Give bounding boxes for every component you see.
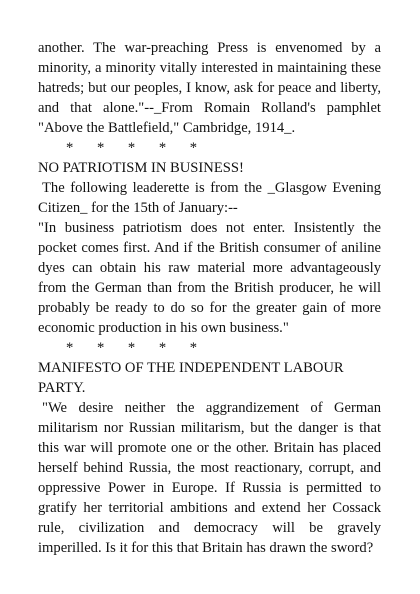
paragraph-rolland-quote: another. The war-preaching Press is envenomed by a minority, a minority vitally interested in maintaining these hatreds; but our peoples, I know, ask for peace and liberty, and that alone."--_From Romain Rolland's pamphlet "Above the Battlefield," Cambridge, 1914_. [38,40,381,136]
paragraph-manifesto-quote: "We desire neither the aggrandizement of German militarism nor Russian militarism, but the danger is that this war will promote one or the other. Britain has placed herself behind Russia, the most reactionary, corrupt, and oppressive Power in Europe. If Russia is permitted to gratify her territorial ambitions and extend her Cossack rule, civilization and democracy will be gravely imperilled. Is it for this that Britain has drawn the sword? [38,400,381,556]
heading-ilp-manifesto: MANIFESTO OF THE INDEPENDENT LABOUR PARTY. [38,360,344,396]
section-separator: * * * * * [66,340,198,356]
heading-no-patriotism: NO PATRIOTISM IN BUSINESS! [38,160,244,176]
paragraph-leaderette-quote: "In business patriotism does not enter. Insistently the pocket comes first. And if the British consumer of aniline dyes can obtain his raw material more advantageously from the German than from the British producer, he will probably be ready to do so for the greater gain of more economic production in his own business." [38,220,381,336]
document-page [38,38,381,558]
paragraph-leaderette-intro: The following leaderette is from the _Glasgow Evening Citizen_ for the 15th of January:-- [38,180,381,216]
section-separator: * * * * * [66,140,198,156]
